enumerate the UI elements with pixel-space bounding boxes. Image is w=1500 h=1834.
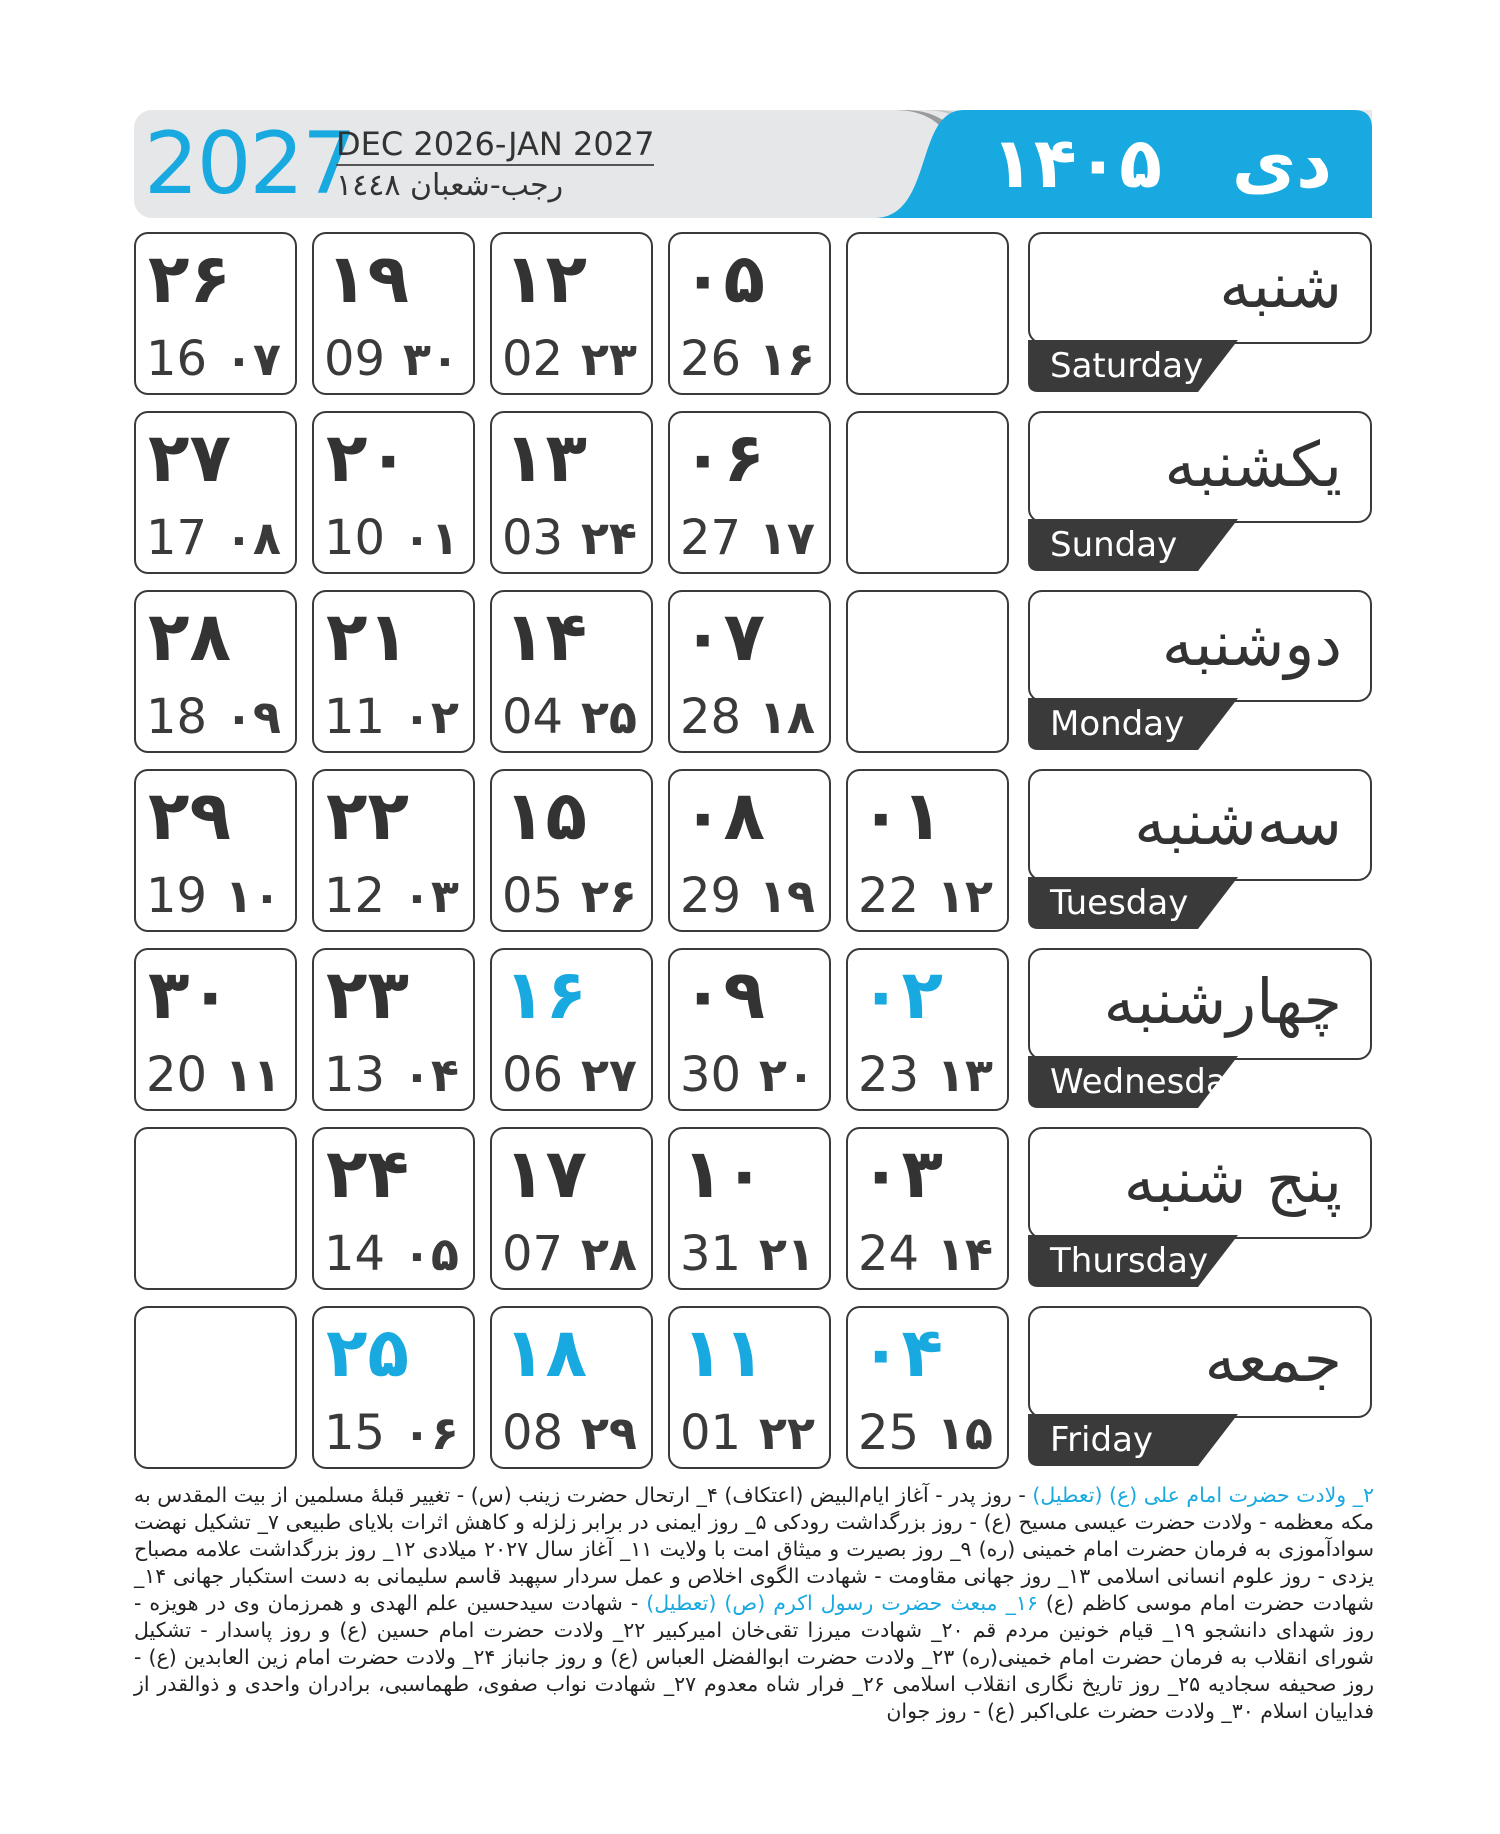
gregorian-day-number: 27	[680, 510, 742, 566]
day-cell	[668, 948, 831, 1111]
hijri-day-number: ۱۰	[224, 869, 281, 923]
day-cell	[490, 948, 653, 1111]
day-cell	[846, 948, 1009, 1111]
persian-day-number: ۲۶	[148, 240, 232, 319]
gregorian-day-number: 22	[858, 868, 920, 924]
hijri-day-number: ۲۴	[580, 511, 637, 565]
day-cell	[312, 590, 475, 753]
gregorian-day-number: 19	[146, 868, 208, 924]
gregorian-day-number: 29	[680, 868, 742, 924]
day-cell	[134, 769, 297, 932]
hijri-day-number: ۰۱	[402, 511, 459, 565]
hijri-day-number: ۰۳	[402, 869, 459, 923]
weekday-name-fa: جمعه	[1204, 1323, 1342, 1396]
gregorian-day-number: 20	[146, 1047, 208, 1103]
day-cell	[668, 1306, 831, 1469]
persian-month-name: دی	[1231, 122, 1332, 204]
persian-day-number: ۲۷	[148, 419, 232, 498]
persian-day-number: ۰۸	[682, 777, 766, 856]
gregorian-day-number: 11	[324, 689, 386, 745]
gregorian-day-number: 04	[502, 689, 564, 745]
notes-text-2: - شهادت سیدحسین علم الهدی و همرزمان وی در هویزه - روز شهدای دانشجو ۱۹_ قیام خونین مردم قم ۲۰_ شهادت میرزا تقی‌خان امیرکبیر ۲۲_ ولادت حضرت امام حسین (ع) و روز پاسدار - تشکیل شورای انقلاب به فرمان حضرت امام خمینی(ره) ۲۳_ ولادت حضرت ابوالفضل العباس (ع) و روز جانباز ۲۴_ ولادت حضرت امام زین العابدین (ع) - روز صحیفه سجادیه ۲۵_ روز تاریخ نگاری انقلاب اسلامی ۲۶_ فرار شاه معدوم ۲۷_ شهادت نواب صفوی، طهماسبی، برادران واحدی و ذوالقدر از فداییان اسلام ۳۰_ ولادت حضرت علی‌اکبر (ع) - روز جوان	[134, 1591, 1375, 1723]
persian-day-number: ۱۱	[682, 1314, 766, 1393]
gregorian-day-number: 24	[858, 1226, 920, 1282]
day-cell	[490, 411, 653, 574]
day-cell	[312, 1127, 475, 1290]
day-cell	[668, 769, 831, 932]
persian-day-number: ۰۶	[682, 419, 766, 498]
weekday-saturday	[1028, 232, 1372, 395]
persian-day-number: ۰۵	[682, 240, 766, 319]
gregorian-day-number: 16	[146, 331, 208, 387]
hijri-day-number: ۲۶	[580, 869, 637, 923]
day-cell	[846, 1127, 1009, 1290]
weekday-wednesday	[1028, 948, 1372, 1111]
day-cell	[846, 1306, 1009, 1469]
persian-day-number: ۱۹	[326, 240, 410, 319]
day-cell	[490, 1306, 653, 1469]
persian-day-number: ۰۴	[860, 1314, 944, 1393]
day-cell	[312, 232, 475, 395]
hijri-day-number: ۲۳	[580, 332, 637, 386]
gregorian-day-number: 10	[324, 510, 386, 566]
weekday-name-fa: پنج شنبه	[1123, 1144, 1342, 1217]
weekday-monday	[1028, 590, 1372, 753]
hijri-day-number: ۱۴	[936, 1227, 993, 1281]
gregorian-day-number: 30	[680, 1047, 742, 1103]
hijri-day-number: ۲۹	[580, 1406, 637, 1460]
hijri-day-number: ۰۸	[224, 511, 281, 565]
persian-day-number: ۲۵	[326, 1314, 410, 1393]
persian-day-number: ۲۴	[326, 1135, 410, 1214]
weekday-name-fa: یکشنبه	[1164, 428, 1342, 501]
gregorian-day-number: 06	[502, 1047, 564, 1103]
hijri-day-number: ۰۵	[402, 1227, 459, 1281]
gregorian-day-number: 01	[680, 1405, 742, 1461]
empty-day-cell	[846, 411, 1009, 574]
day-cell	[490, 769, 653, 932]
persian-day-number: ۱۰	[682, 1135, 766, 1214]
gregorian-day-number: 13	[324, 1047, 386, 1103]
gregorian-day-number: 25	[858, 1405, 920, 1461]
hijri-day-number: ۱۳	[936, 1048, 993, 1102]
hijri-day-number: ۰۲	[402, 690, 459, 744]
hijri-day-number: ۱۶	[758, 332, 815, 386]
hijri-month-range: رجب-شعبان ١٤٤٨	[336, 168, 564, 203]
day-cell	[490, 590, 653, 753]
persian-day-number: ۳۰	[148, 956, 232, 1035]
hijri-day-number: ۱۵	[936, 1406, 993, 1460]
gregorian-day-number: 18	[146, 689, 208, 745]
gregorian-day-number: 31	[680, 1226, 742, 1282]
weekday-name-en: Monday	[1050, 704, 1185, 744]
gregorian-day-number: 17	[146, 510, 208, 566]
hijri-day-number: ۲۰	[758, 1048, 815, 1102]
persian-day-number: ۰۷	[682, 598, 766, 677]
persian-day-number: ۰۲	[860, 956, 944, 1035]
gregorian-day-number: 07	[502, 1226, 564, 1282]
gregorian-day-number: 05	[502, 868, 564, 924]
day-cell	[312, 411, 475, 574]
gregorian-day-number: 03	[502, 510, 564, 566]
day-cell	[846, 769, 1009, 932]
notes-text-1: - روز پدر - آغاز ایام‌البیض (اعتکاف) ۴_ ارتحال حضرت زینب (س) - تغییر قبلهٔ مسلمین از بیت المقدس به مکه معظمه - ولادت حضرت عیسی مسیح (ع) - روز بزرگداشت رودکی ۵_ روز ایمنی در برابر زلزله و کاهش اثرات بلایای طبیعی ۷_ تشکیل نهضت سوادآموزی به فرمان حضرت امام خمینی (ره) ۹_ روز بصیرت و میثاق امت با ولایت ۱۱_ آغاز سال ۲۰۲۷ میلادی ۱۲_ روز بزرگداشت علامه مصباح یزدی - روز علوم انسانی اسلامی ۱۳_ روز جهانی مقاومت - شهادت الگوی اخلاص و عمل سردار سپهبد قاسم سلیمانی به دست استکبار جهانی ۱۴_ شهادت حضرت امام موسی کاظم (ع)	[134, 1483, 1375, 1615]
hijri-day-number: ۲۱	[758, 1227, 815, 1281]
weekday-friday	[1028, 1306, 1372, 1469]
day-cell	[668, 1127, 831, 1290]
gregorian-day-number: 28	[680, 689, 742, 745]
weekday-name-en: Wednesday	[1050, 1062, 1247, 1102]
persian-day-number: ۱۳	[504, 419, 588, 498]
weekday-sunday	[1028, 411, 1372, 574]
hijri-day-number: ۰۴	[402, 1048, 459, 1102]
day-cell	[668, 411, 831, 574]
notes-holiday-1: ۲_ ولادت حضرت امام علی (ع) (تعطیل)	[1032, 1483, 1374, 1507]
calendar-header	[134, 110, 1372, 218]
day-cell	[312, 1306, 475, 1469]
day-cell	[312, 769, 475, 932]
day-cell	[134, 232, 297, 395]
day-cell	[134, 590, 297, 753]
gregorian-day-number: 08	[502, 1405, 564, 1461]
persian-day-number: ۱۲	[504, 240, 588, 319]
day-cell	[312, 948, 475, 1111]
gregorian-day-number: 26	[680, 331, 742, 387]
gregorian-day-number: 14	[324, 1226, 386, 1282]
day-cell	[134, 411, 297, 574]
persian-day-number: ۲۹	[148, 777, 232, 856]
weekday-name-en: Friday	[1050, 1420, 1154, 1460]
day-cell	[490, 232, 653, 395]
hijri-day-number: ۲۲	[758, 1406, 815, 1460]
persian-day-number: ۱۷	[504, 1135, 588, 1214]
day-cell	[668, 232, 831, 395]
empty-day-cell	[134, 1306, 297, 1469]
day-cell	[490, 1127, 653, 1290]
hijri-day-number: ۳۰	[402, 332, 459, 386]
persian-day-number: ۱۶	[504, 956, 588, 1035]
hijri-day-number: ۲۷	[580, 1048, 637, 1102]
weekday-name-en: Sunday	[1050, 525, 1178, 565]
hijri-day-number: ۰۶	[402, 1406, 459, 1460]
gregorian-day-number: 23	[858, 1047, 920, 1103]
gregorian-day-number: 02	[502, 331, 564, 387]
hijri-day-number: ۱۱	[224, 1048, 281, 1102]
gregorian-month-range: DEC 2026-JAN 2027	[336, 126, 654, 166]
weekday-name-fa: سه‌شنبه	[1134, 786, 1342, 859]
persian-day-number: ۰۱	[860, 777, 944, 856]
hijri-day-number: ۱۹	[758, 869, 815, 923]
occasions-notes	[134, 1482, 1374, 1725]
weekday-name-fa: چهارشنبه	[1103, 965, 1342, 1038]
weekday-name-en: Saturday	[1050, 346, 1204, 386]
persian-day-number: ۱۵	[504, 777, 588, 856]
empty-day-cell	[846, 590, 1009, 753]
empty-day-cell	[846, 232, 1009, 395]
hijri-day-number: ۱۲	[936, 869, 993, 923]
persian-year: ۱۴۰۵	[991, 122, 1162, 204]
hijri-day-number: ۲۸	[580, 1227, 637, 1281]
gregorian-day-number: 15	[324, 1405, 386, 1461]
persian-day-number: ۲۲	[326, 777, 410, 856]
persian-day-number: ۲۱	[326, 598, 410, 677]
notes-holiday-2: ۱۶_ مبعث حضرت رسول اکرم (ص) (تعطیل)	[646, 1591, 1038, 1615]
day-cell	[668, 590, 831, 753]
weekday-name-en: Tuesday	[1050, 883, 1189, 923]
hijri-day-number: ۲۵	[580, 690, 637, 744]
persian-day-number: ۰۹	[682, 956, 766, 1035]
empty-day-cell	[134, 1127, 297, 1290]
hijri-day-number: ۰۷	[224, 332, 281, 386]
persian-day-number: ۲۸	[148, 598, 232, 677]
hijri-day-number: ۰۹	[224, 690, 281, 744]
day-cell	[134, 948, 297, 1111]
gregorian-day-number: 09	[324, 331, 386, 387]
persian-day-number: ۲۳	[326, 956, 410, 1035]
gregorian-day-number: 12	[324, 868, 386, 924]
hijri-day-number: ۱۸	[758, 690, 815, 744]
weekday-name-fa: شنبه	[1219, 249, 1342, 322]
weekday-name-fa: دوشنبه	[1161, 607, 1342, 680]
weekday-thursday	[1028, 1127, 1372, 1290]
gregorian-year: 2027	[144, 114, 355, 214]
weekday-tuesday	[1028, 769, 1372, 932]
persian-day-number: ۱۴	[504, 598, 588, 677]
weekday-name-en: Thursday	[1050, 1241, 1209, 1281]
hijri-day-number: ۱۷	[758, 511, 815, 565]
persian-day-number: ۱۸	[504, 1314, 588, 1393]
persian-day-number: ۰۳	[860, 1135, 944, 1214]
persian-day-number: ۲۰	[326, 419, 410, 498]
